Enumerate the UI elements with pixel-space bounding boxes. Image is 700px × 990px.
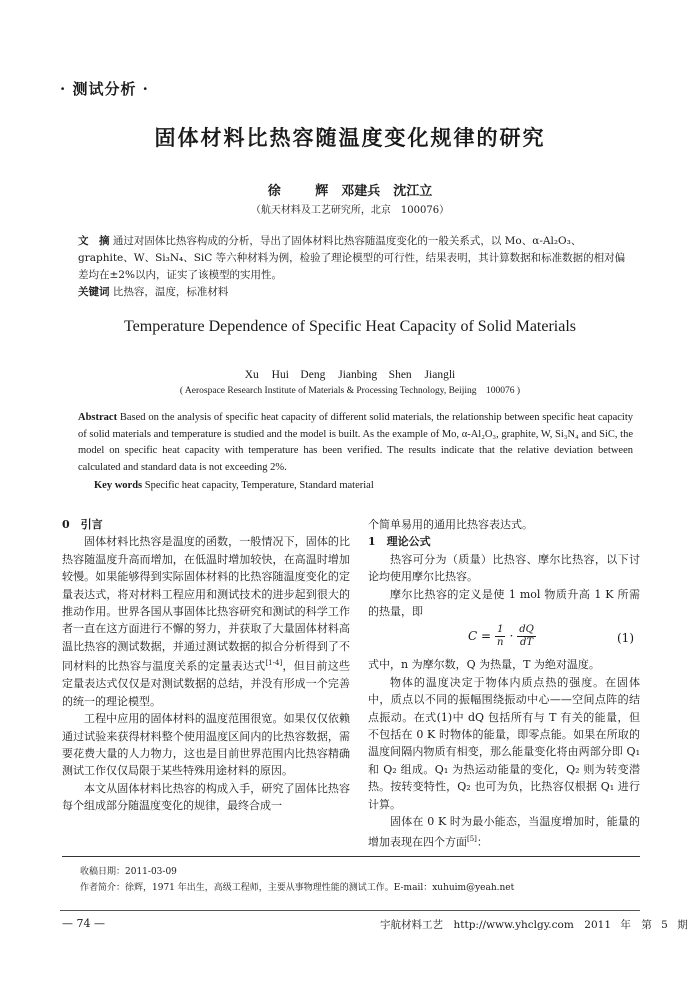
footnote-author: 作者简介：徐辉，1971 年出生，高级工程师，主要从事物理性能的测试工作。E-mail：xuhuim@yeah.net bbox=[80, 883, 515, 893]
theory-paragraph-1: 热容可分为（质量）比热容、摩尔比热容，以下讨论均使用摩尔比热容。 bbox=[368, 552, 640, 584]
abstract-cn-text: 通过对固体比热容构成的分析，导出了固体材料比热容随温度变化的一般关系式，以 Mo、α-Al₂O₃、graphite、W、Si₃N₄、SiC 等六种材料为例，检验了理论模型的可行性，结果表明，其计算数据和标准数据的相对偏差均在±2%以内，证实了该模型的实用性。 bbox=[78, 235, 626, 281]
equation-explanation: 式中，n 为摩尔数，Q 为热量，T 为绝对温度。 bbox=[368, 658, 600, 672]
citation-1-4: [1-4] bbox=[265, 659, 283, 668]
title-chinese: 固体材料比热容随温度变化规律的研究 bbox=[154, 125, 546, 150]
introduction-heading: 0 引言 bbox=[62, 518, 103, 531]
intro-paragraph-3-continued: 个简单易用的通用比热容表达式。 bbox=[368, 518, 533, 531]
footnote-rule bbox=[62, 856, 640, 857]
abstract-english bbox=[78, 410, 633, 476]
abstract-cn-label: 文 摘 bbox=[78, 235, 110, 247]
title-english: Temperature Dependence of Specific Heat Capacity of Solid Materials bbox=[123, 318, 577, 335]
footer-rule bbox=[60, 910, 640, 911]
intro-paragraph-3: 本文从固体材料比热容的构成入手，研究了固体比热容每个组成部分随温度变化的规律，最终合成一 bbox=[62, 781, 350, 813]
keywords-en-text: Specific heat capacity, Temperature, Standard material bbox=[144, 480, 374, 491]
intro-paragraph-2: 工程中应用的固体材料的温度范围很宽。如果仅仅依赖通过试验来获得材料整个使用温度区间内的比热容数据，需要花费大量的人力物力，这也是目前世界范围内比热容精确测试工作仅仅局限于某些特殊用途材料的原因。 bbox=[62, 712, 350, 778]
theory-paragraph-2: 摩尔比热容的定义是使 1 mol 物质升高 1 K 所需的热量，即 bbox=[368, 587, 640, 619]
authors-chinese: 徐 辉 邓建兵 沈江立 bbox=[267, 184, 433, 199]
keywords-english bbox=[94, 480, 634, 491]
keywords-chinese bbox=[78, 284, 633, 299]
fraction-1-over-n: $\frac{1}{n}$ bbox=[497, 624, 504, 649]
theory-paragraph-4: 物体的温度决定于物体内质点热的强度。在固体中，质点以不同的振幅围绕振动中心——空间点阵的结点振动。在式(1)中 dQ 包括所有与 T 有关的能量，但不包括在 0 K 时物体的能量，即零点能。如果在所取的温度间隔内物质有相变，那么能量变化将由两部分即 Q₁ 和 Q₂ 组成。Q₁ 为热运动能量的变化，Q₂ 则为转变潜热。按转变特性，Q₂ 也可为负，比热容仅根据 Q₁ 进行计算。 bbox=[368, 675, 640, 811]
equation-lhs: C = bbox=[468, 629, 492, 644]
footnote-received: 收稿日期：2011-03-09 bbox=[80, 867, 177, 877]
theory-heading: 1 理论公式 bbox=[368, 535, 431, 549]
journal-info: 宇航材料工艺 http://www.yhclgy.com 2011 年 第 5 期 bbox=[380, 919, 688, 931]
equation-dot: · bbox=[509, 629, 514, 644]
keywords-en-label: Key words bbox=[94, 480, 143, 491]
abstract-en-label: Abstract bbox=[78, 412, 118, 423]
fraction-dq-dt: $\frac{dQ}{dT}$ bbox=[519, 624, 534, 649]
intro-paragraph-1: 固体材料比热容是温度的函数，一般情况下，固体的比热容随温度升高而增加，在低温时增加较快，在高温时增加较慢。如果能够得到实际固体材料的比热容随温度变化的定量表达式，将对材料工程应用和测试技术的进步起到很大的推动作用。世界各国从事固体比热容研究和测试的科学工作者一直在这方面进行不懈的努力，并获取了大量固体材料高温比热容的测试数据，并通过测试数据的拟合分析得到了不同材料的比热容与温度关系的定量表达式[1-4]，但目前这些定量表达式仅仅是对测试数据的总结，并没有形成一个完善的统一的理论模型。 bbox=[62, 535, 351, 708]
left-column bbox=[62, 516, 350, 815]
equation-1 bbox=[368, 620, 640, 656]
keywords-cn-label: 关键词 bbox=[78, 286, 110, 298]
affiliation-english: ( Aerospace Research Institute of Materials & Processing Technology, Beijing 100076 ) bbox=[179, 386, 521, 396]
equation-number: (1) bbox=[617, 631, 634, 646]
right-column bbox=[368, 516, 640, 851]
citation-5: [5] bbox=[467, 834, 477, 843]
theory-paragraph-5: 固体在 0 K 时为最小能态，当温度增加时，能量的增加表现在四个方面[5]： bbox=[368, 815, 640, 849]
abstract-en-text: Based on the analysis of specific heat capacity of different solid materials, the relationship between specific heat capacity of solid materials and temperature is studied and the model is built. As the example of Mo, α-Al₂O₃, graphite, W, Si₃N₄ and SiC, the model on specific heat capacity with temperature has been verified. The results indicate that the relative deviation between calculated and standard data is not exceeding 2%. bbox=[78, 412, 633, 473]
affiliation-chinese: （航天材料及工艺研究所，北京 100076） bbox=[250, 205, 450, 216]
section-tag: · 测试分析 · bbox=[60, 80, 149, 98]
abstract-chinese bbox=[78, 233, 633, 284]
page-number: — 74 — bbox=[62, 917, 105, 930]
authors-english: Xu Hui Deng Jianbing Shen Jiangli bbox=[244, 369, 456, 381]
keywords-cn-text: 比热容，温度，标准材料 bbox=[112, 286, 229, 298]
